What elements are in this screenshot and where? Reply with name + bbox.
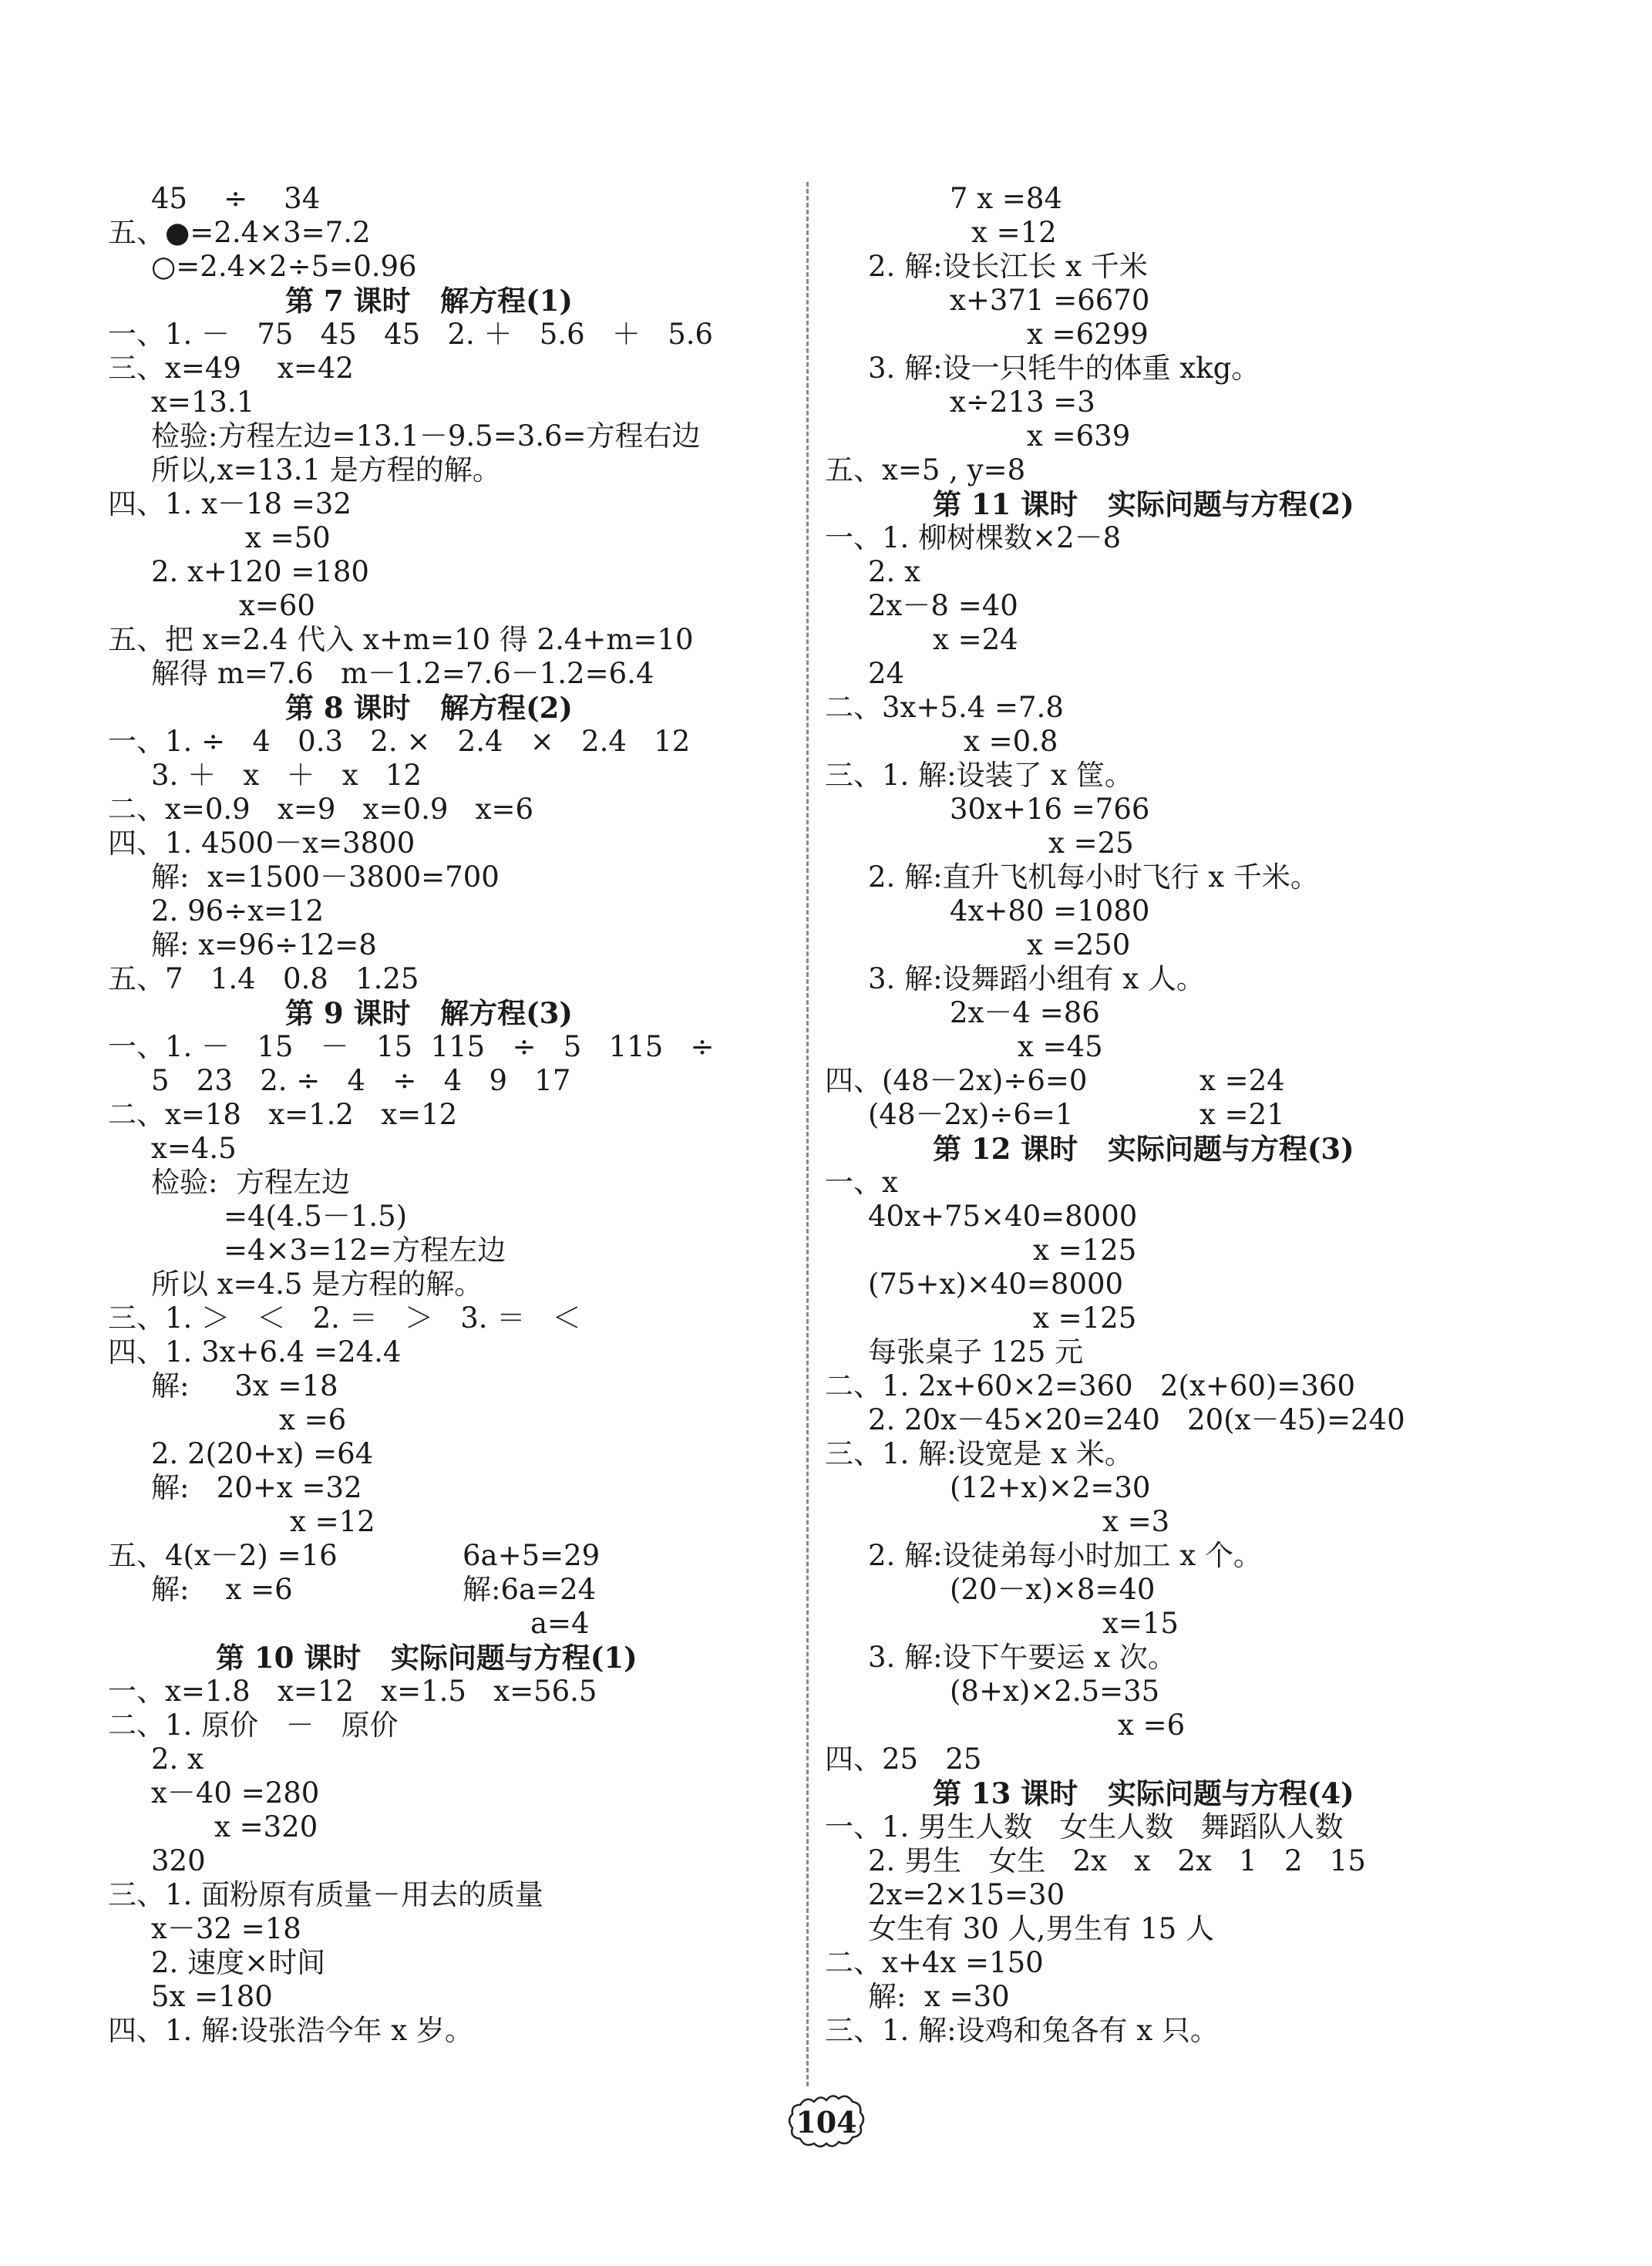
answer-line: 2. 2(20+x) =64 [151,1437,374,1470]
answer-line: 三、x=49 x=42 [108,352,354,385]
answer-line: 40x+75×40=8000 [868,1200,1138,1233]
answer-line: 四、25 25 [825,1742,982,1776]
answer-line: 五、把 x=2.4 代入 x+m=10 得 2.4+m=10 [108,623,694,656]
answer-line: 解得 m=7.6 m－1.2=7.6－1.2=6.4 [151,657,654,690]
answer-line: 女生有 30 人,男生有 15 人 [868,1912,1214,1945]
answer-line: 五、x=5 , y=8 [825,453,1026,487]
answer-line: 四、1. 3x+6.4 =24.4 [108,1335,402,1369]
answer-line: x =125 [1033,1234,1137,1267]
lesson-heading: 第 10 课时 实际问题与方程(1) [216,1641,638,1675]
answer-line: 2. x+120 =180 [151,555,369,588]
answer-line: 二、x=0.9 x=9 x=0.9 x=6 [108,793,534,826]
answer-line: 5 23 2. ÷ 4 ÷ 4 9 17 [151,1064,571,1097]
answer-line: 3. ＋ x ＋ x 12 [151,759,422,792]
answer-line: 2. 解:设长江长 x 千米 [868,250,1148,283]
answer-line: 每张桌子 125 元 [868,1335,1084,1369]
answer-line: x=60 [239,589,315,622]
answer-line: 三、1. ＞ ＜ 2. ＝ ＞ 3. ＝ ＜ [108,1301,581,1335]
answer-line: 5x =180 [151,1980,273,2013]
answer-line: 四、1. 4500－x=3800 [108,827,416,860]
answer-line: 解: x=1500－3800=700 [151,860,500,894]
answer-line: 五、●=2.4×3=7.2 [108,216,371,249]
answer-line: x =6 [279,1403,347,1436]
answer-line: 所以 x=4.5 是方程的解。 [151,1268,483,1301]
answer-line: x =12 [971,216,1057,249]
answer-line: 解: 20+x =32 [151,1471,362,1504]
answer-line: x =639 [1027,419,1131,453]
answer-line: x =24 [1199,1064,1285,1097]
answer-line: 2x－4 =86 [950,996,1100,1029]
answer-line: 解: x =30 [868,1980,1010,2013]
answer-line: x÷213 =3 [950,386,1095,419]
answer-line: ○=2.4×2÷5=0.96 [151,250,417,283]
answer-line: =4×3=12=方程左边 [224,1234,506,1267]
answer-line: 7 x =84 [950,182,1063,215]
answer-line: 2. 20x－45×20=240 20(x－45)=240 [868,1403,1405,1436]
answer-line: x =21 [1199,1098,1285,1131]
answer-line: 二、1. 原价 － 原价 [108,1709,399,1742]
column-divider [806,182,809,2086]
lesson-heading: 第 12 课时 实际问题与方程(3) [933,1132,1354,1166]
answer-line: 三、1. 面粉原有质量－用去的质量 [108,1878,544,1911]
answer-line: x－40 =280 [151,1776,320,1810]
answer-line: 一、1. 男生人数 女生人数 舞蹈队人数 [825,1810,1344,1843]
answer-line: x－32 =18 [151,1912,301,1945]
answer-line: 24 [868,657,905,690]
answer-line: 三、1. 解:设装了 x 筐。 [825,759,1133,792]
answer-line: 一、1. 柳树棵数×2－8 [825,521,1122,554]
page-number: 104 [796,2105,857,2140]
page-number-badge [786,2094,866,2151]
answer-line: x=13.1 [151,386,255,419]
answer-line: 四、1. 解:设张浩今年 x 岁。 [108,2014,473,2047]
answer-line: 解:6a=24 [463,1573,597,1606]
answer-line: 一、x=1.8 x=12 x=1.5 x=56.5 [108,1675,597,1708]
answer-line: 2. 解:设徒弟每小时加工 x 个。 [868,1539,1262,1572]
answer-line: 解: 3x =18 [151,1369,338,1402]
answer-line: 2. x [151,1742,204,1776]
answer-line: 三、1. 解:设宽是 x 米。 [825,1437,1133,1470]
answer-line: 二、1. 2x+60×2=360 2(x+60)=360 [825,1369,1355,1402]
answer-line: 2x－8 =40 [868,589,1018,622]
answer-line: 320 [151,1844,206,1877]
answer-line: x =125 [1033,1301,1137,1335]
answer-line: x =25 [1048,827,1134,860]
answer-line: =4(4.5－1.5) [224,1200,408,1233]
lesson-heading: 第 8 课时 解方程(2) [285,691,573,725]
answer-line: x =320 [214,1810,318,1843]
answer-line: 一、1. － 15 － 15 115 ÷ 5 115 ÷ [108,1030,715,1063]
answer-line: 所以,x=13.1 是方程的解。 [151,453,501,487]
answer-line: (48－2x)÷6=1 [868,1098,1074,1131]
answer-line: a=4 [530,1607,590,1640]
lesson-heading: 第 13 课时 实际问题与方程(4) [933,1776,1354,1810]
answer-line: 三、1. 解:设鸡和兔各有 x 只。 [825,2014,1219,2047]
answer-line: x=4.5 [151,1132,237,1165]
answer-line: x =250 [1027,928,1131,961]
answer-line: (8+x)×2.5=35 [950,1675,1160,1708]
answer-line: 解: x=96÷12=8 [151,928,377,961]
answer-line: x =6299 [1027,318,1149,351]
answer-line: 四、1. x－18 =32 [108,487,352,520]
answer-line: x =50 [245,521,331,554]
lesson-heading: 第 11 课时 实际问题与方程(2) [933,487,1354,521]
answer-line: 一、1. ÷ 4 0.3 2. × 2.4 × 2.4 12 [108,725,691,758]
answer-line: 4x+80 =1080 [950,894,1150,928]
answer-line: 四、(48－2x)÷6=0 [825,1064,1088,1097]
answer-line: x+371 =6670 [950,284,1150,317]
answer-line: x =24 [933,623,1018,656]
answer-line: 二、x=18 x=1.2 x=12 [108,1098,458,1131]
lesson-heading: 第 9 课时 解方程(3) [285,996,573,1030]
answer-line: x =12 [290,1505,375,1538]
answer-line: 2. 96÷x=12 [151,894,325,928]
answer-line: 30x+16 =766 [950,793,1150,826]
answer-line: 2. 速度×时间 [151,1946,326,1979]
answer-line: (75+x)×40=8000 [868,1268,1124,1301]
answer-line: 二、x+4x =150 [825,1946,1044,1979]
answer-line: 二、3x+5.4 =7.8 [825,691,1064,724]
answer-line: 检验:方程左边=13.1－9.5=3.6=方程右边 [151,419,701,453]
answer-line: (12+x)×2=30 [950,1471,1151,1504]
answer-line: 2. x [868,555,920,588]
answer-line: x =3 [1102,1505,1170,1538]
answer-line: 五、4(x－2) =16 [108,1539,338,1572]
answer-line: (20－x)×8=40 [950,1573,1156,1606]
answer-line: 3. 解:设下午要运 x 次。 [868,1641,1176,1674]
answer-line: 五、7 1.4 0.8 1.25 [108,962,419,995]
answer-line: x =0.8 [964,725,1058,758]
answer-line: 2x=2×15=30 [868,1878,1065,1911]
answer-line: x =6 [1118,1709,1186,1742]
answer-line: x=15 [1102,1607,1179,1640]
answer-line: 3. 解:设舞蹈小组有 x 人。 [868,962,1205,995]
answer-line: 一、1. － 75 45 45 2. ＋ 5.6 ＋ 5.6 [108,318,714,351]
answer-line: 3. 解:设一只牦牛的体重 xkg。 [868,352,1260,385]
answer-line: 2. 解:直升飞机每小时飞行 x 千米。 [868,860,1319,894]
answer-line: x =45 [1018,1030,1103,1063]
answer-line: 6a+5=29 [463,1539,601,1572]
answer-line: 45 ÷ 34 [151,182,321,215]
answer-line: 解: x =6 [151,1573,293,1606]
lesson-heading: 第 7 课时 解方程(1) [285,284,573,318]
answer-line: 一、x [825,1166,898,1199]
answer-line: 2. 男生 女生 2x x 2x 1 2 15 [868,1844,1366,1877]
answer-line: 检验: 方程左边 [151,1166,350,1199]
